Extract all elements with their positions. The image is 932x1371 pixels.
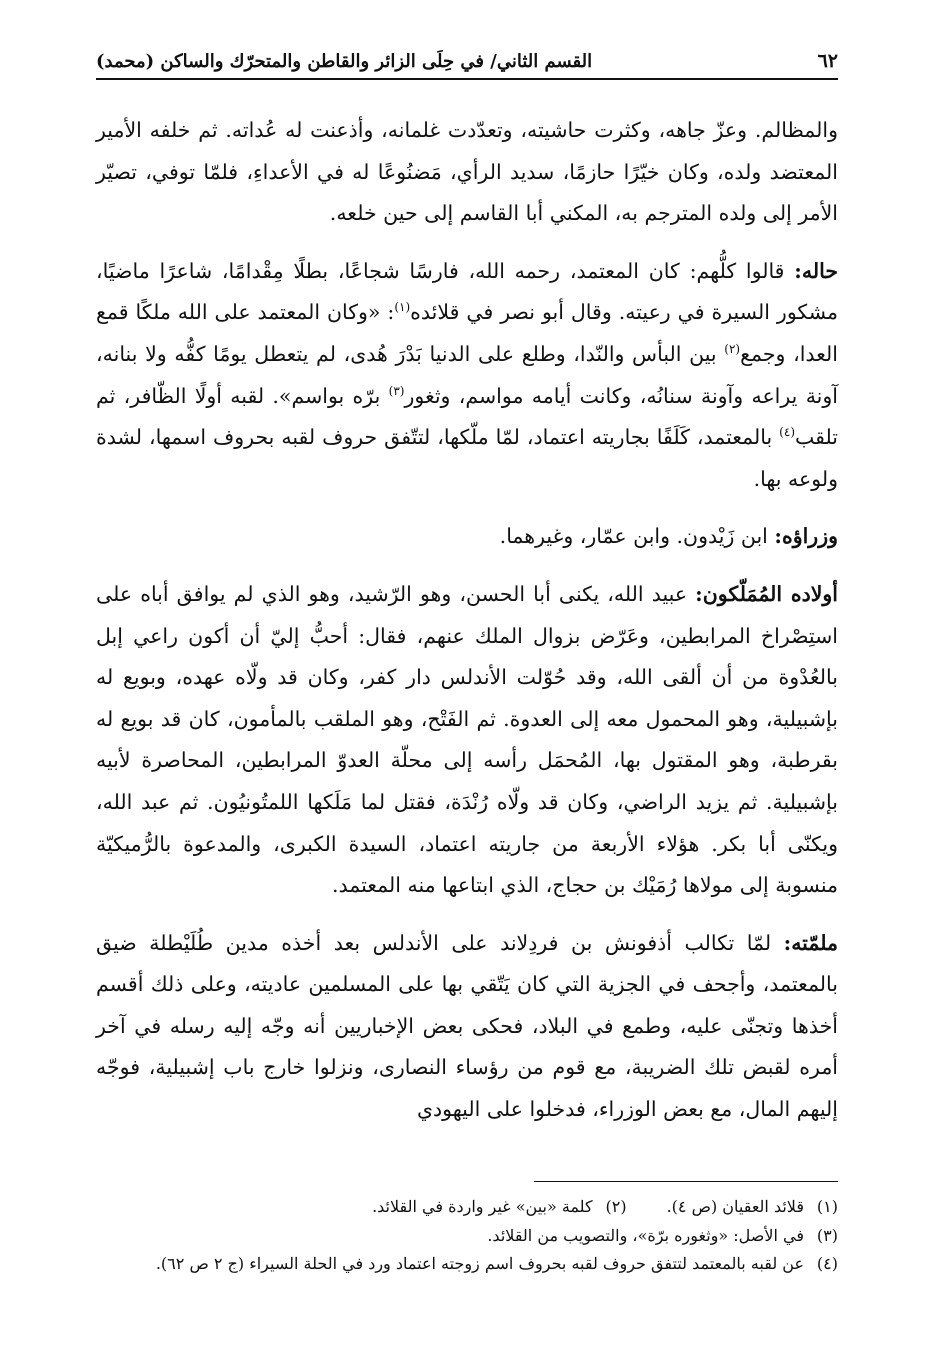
book-page (96, 50, 838, 1147)
paragraph-awlad (96, 574, 838, 907)
footnote-2 (372, 1193, 627, 1222)
paragraph-text: بالمعتمد، كَلَفًا بجاريته اعتماد، لمّا ملّكها، لتتّفق حروف لقبه بحروف اسمها، لشدة ولوعه بها. (96, 425, 838, 491)
footnote-ref-4[interactable]: (٤) (779, 425, 795, 440)
paragraph-text: لمّا تكالب أذفونش بن فردِلاند على الأندلس بعد أخذه مدين طُلَيْطلة ضيق بالمعتمد، وأجحف في الجزية التي كان يَتّقي بها على المسلمين عاديته، وعلى ذلك أقسم أخذها وتجنّى عليه، وطمع في البلاد، فحكى بعض الإخباريين أنه وجّه إليه رسله في آخر أمره لقبض تلك الضريبة، مع قوم من رؤساء النصارى، ونزلوا خارج باب إشبيلية، فوجّه إليهم المال، مع بعض الوزراء، فدخلوا على اليهودي (96, 930, 838, 1122)
footnote-separator (534, 1181, 838, 1182)
running-header (96, 50, 838, 80)
paragraph-text: بين البأس والنّدا، وطلع على الدنيا بَدْرَ هُدى، لم يتعطل يومًا كفُّه ولا بنانه، آونة يراعه وآونة سنانُه، وكانت أيامه مواسم، وثغور (96, 341, 838, 408)
paragraph-text: ابن زَيْدون. وابن عمّار، وغيرهما. (499, 524, 775, 549)
footnote-number: (١) (816, 1197, 838, 1216)
paragraph-haluh (96, 251, 838, 501)
footnote-text: في الأصل: «وثغوره برّة»، والتصويب من القلائد. (487, 1225, 804, 1245)
paragraph-text: قالوا كلُّهم: كان المعتمد، رحمه الله، فارسًا شجاعًا، بطلًا مِقْدامًا، شاعرًا ماضيًا، مشكور السيرة في رعيته. وقال أبو نصر في قلائده (96, 258, 838, 325)
footnotes (96, 1193, 838, 1279)
section-label-mulimmatuh: ملمّته: (783, 930, 838, 955)
footnote-text: قلائد العقيان (ص ٤). (666, 1197, 804, 1216)
footnote-4 (96, 1250, 838, 1279)
footnote-3 (96, 1222, 838, 1251)
paragraph-mulimmatuh (96, 923, 838, 1131)
footnote-ref-1[interactable]: (١) (394, 300, 411, 315)
footnote-ref-2[interactable]: (٢) (724, 341, 741, 356)
section-label-haluh: حاله: (794, 258, 838, 283)
page-number: ٦٢ (817, 50, 838, 72)
section-label-awlad: أولاده المُمَلّكون: (695, 581, 838, 606)
footnote-text: عن لقبه بالمعتمد لتتفق حروف لقبه بحروف اسم زوجته اعتماد ورد في الحلة السيراء (ج ٢ ص ٦٢). (155, 1254, 804, 1273)
footnote-number: (٤) (816, 1254, 838, 1273)
paragraph-text: عبيد الله، يكنى أبا الحسن، وهو الرّشيد، وهو الذي لم يوافق أباه على استِصْراخ المرابطين، وعَرّض بزوال الملك عنهم، فقال: أحبُّ إليّ أن أكون راعي إبل بالعُدْوة من أن ألقى الله، وقد حُوّلت الأندلس دار كفر، وكان قد ولّاه عهده، وبويع له بإشبيلية، وهو المحمول معه إلى العدوة. ثم الفَتْح، وهو الملقب بالمأمون، كان قد بويع له بقرطبة، وهو المقتول بها، المُحمَل رأسه إلى محلّة العدوّ المرابطين، المحاصرة لأبيه بإشبيلية. ثم يزيد الراضي، وكان قد ولّاه رُنْدَة، فقتل لما مَلَكها اللمتُونيُون. ثم عبد الله، ويكنّى أبا بكر. هؤلاء الأربعة من جاريته اعتماد، السيدة الكبرى، والمدعوة بالرُّميكيّة منسوبة إلى مولاها رُمَيْك بن حجاج، الذي ابتاعها منه المعتمد. (96, 581, 838, 898)
footnote-row (96, 1193, 838, 1222)
paragraph-wuzaraa (96, 516, 838, 558)
paragraph-continuation: والمظالم. وعزّ جاهه، وكثرت حاشيته، وتعدّدت غلمانه، وأذعنت له عُداته. ثم خلفه الأمير المعتضد ولده، وكان خيّرًا حازمًا، سديد الرأي، مَضنُوعًا له في الأعداءِ، فلمّا توفي، تصيّر الأمر إلى ولده المترجم به، المكني أبا القاسم إلى حين خلعه. (96, 118, 838, 226)
paragraph-text: برّه بواسم». لقبه أولًا الظّافر، ثم تلقب (96, 383, 838, 450)
body-text (96, 110, 838, 1131)
footnote-ref-3[interactable]: (٣) (388, 383, 405, 398)
section-label-wuzaraa: وزراؤه: (774, 524, 838, 549)
footnote-number: (٢) (605, 1197, 627, 1216)
paragraph-text: : «وكان المعتمد على الله ملكًا قمع العدا، وجمع (96, 300, 838, 366)
footnote-text: كلمة «بين» غير واردة في القلائد. (372, 1197, 593, 1216)
running-title: القسم الثاني/ في حِلَى الزائر والقاطن والمتحرّك والساكن (محمد) (96, 51, 593, 72)
footnote-1 (667, 1193, 838, 1222)
footnote-number: (٣) (816, 1225, 838, 1245)
